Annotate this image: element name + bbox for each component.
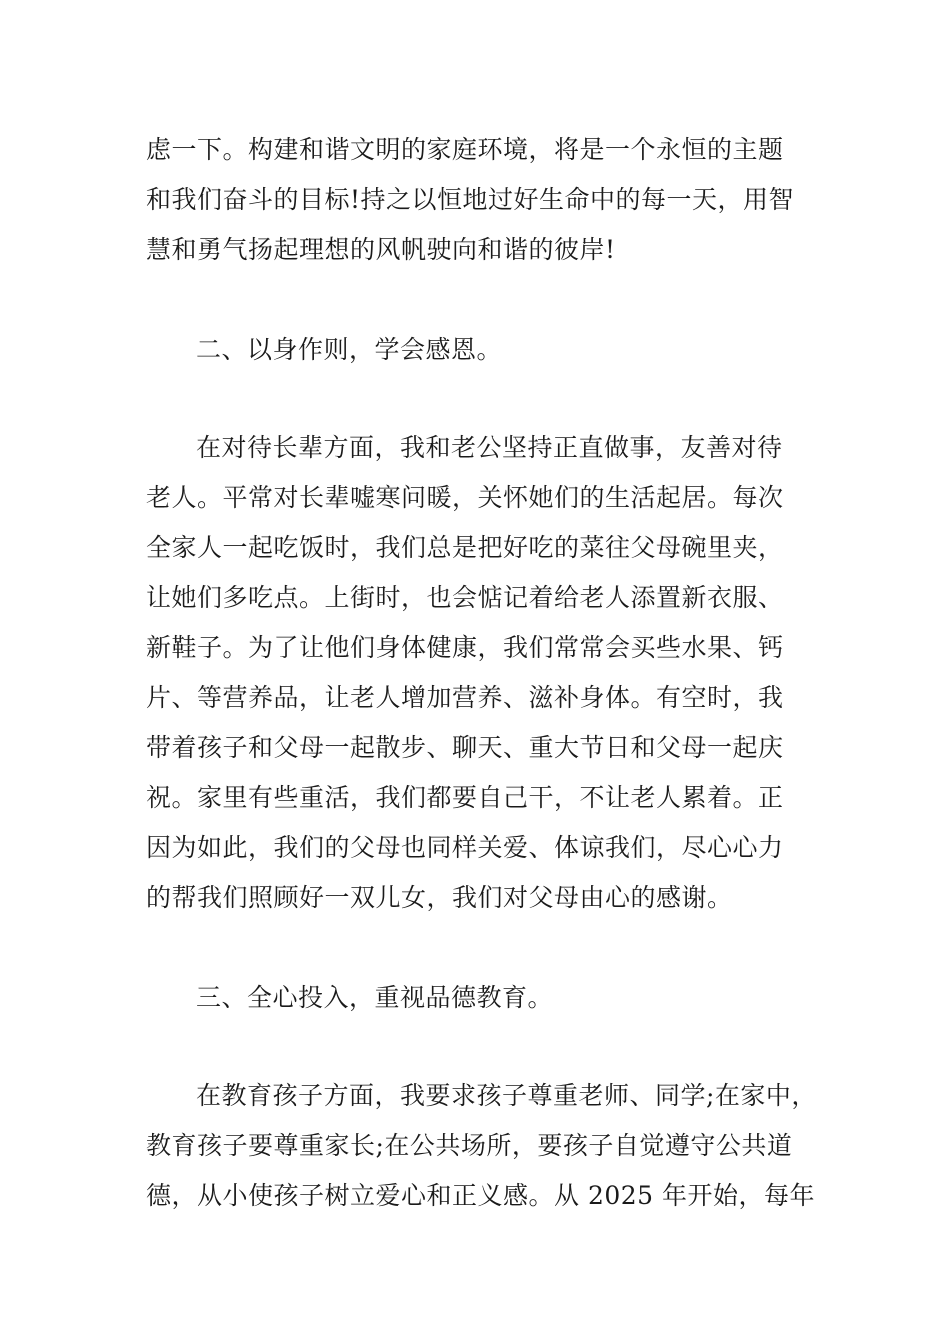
text-line: 老人。平常对长辈嘘寒问暖，关怀她们的生活起居。每次 bbox=[146, 483, 784, 512]
text-line: 在对待长辈方面，我和老公坚持正直做事，友善对待 bbox=[196, 433, 783, 462]
text-line: 因为如此，我们的父母也同样关爱、体谅我们，尽心心力 bbox=[146, 833, 784, 862]
section-heading-2: 二、以身作则，学会感恩。 bbox=[196, 335, 503, 364]
text-line: 德，从小使孩子树立爱心和正义感。从 2025 年开始，每年 bbox=[146, 1181, 816, 1210]
text-line: 和我们奋斗的目标!持之以恒地过好生命中的每一天，用智 bbox=[146, 185, 795, 214]
text-line: 新鞋子。为了让他们身体健康，我们常常会买些水果、钙 bbox=[146, 633, 784, 662]
text-line: 让她们多吃点。上街时，也会惦记着给老人添置新衣服、 bbox=[146, 583, 784, 612]
text-line: 的帮我们照顾好一双儿女，我们对父母由心的感谢。 bbox=[146, 883, 733, 912]
text-line: 祝。家里有些重活，我们都要自己干，不让老人累着。正 bbox=[146, 783, 784, 812]
text-line: 在教育孩子方面，我要求孩子尊重老师、同学;在家中， bbox=[196, 1081, 817, 1110]
text-line: 教育孩子要尊重家长;在公共场所，要孩子自觉遵守公共道 bbox=[146, 1131, 793, 1160]
text-line: 片、等营养品，让老人增加营养、滋补身体。有空时，我 bbox=[146, 683, 784, 712]
text-line: 带着孩子和父母一起散步、聊天、重大节日和父母一起庆 bbox=[146, 733, 784, 762]
text-line: 虑一下。构建和谐文明的家庭环境，将是一个永恒的主题 bbox=[146, 135, 784, 164]
section-heading-3: 三、全心投入，重视品德教育。 bbox=[196, 983, 554, 1012]
text-line: 全家人一起吃饭时，我们总是把好吃的菜往父母碗里夹， bbox=[146, 533, 784, 562]
text-line: 慧和勇气扬起理想的风帆驶向和谐的彼岸! bbox=[146, 235, 616, 264]
